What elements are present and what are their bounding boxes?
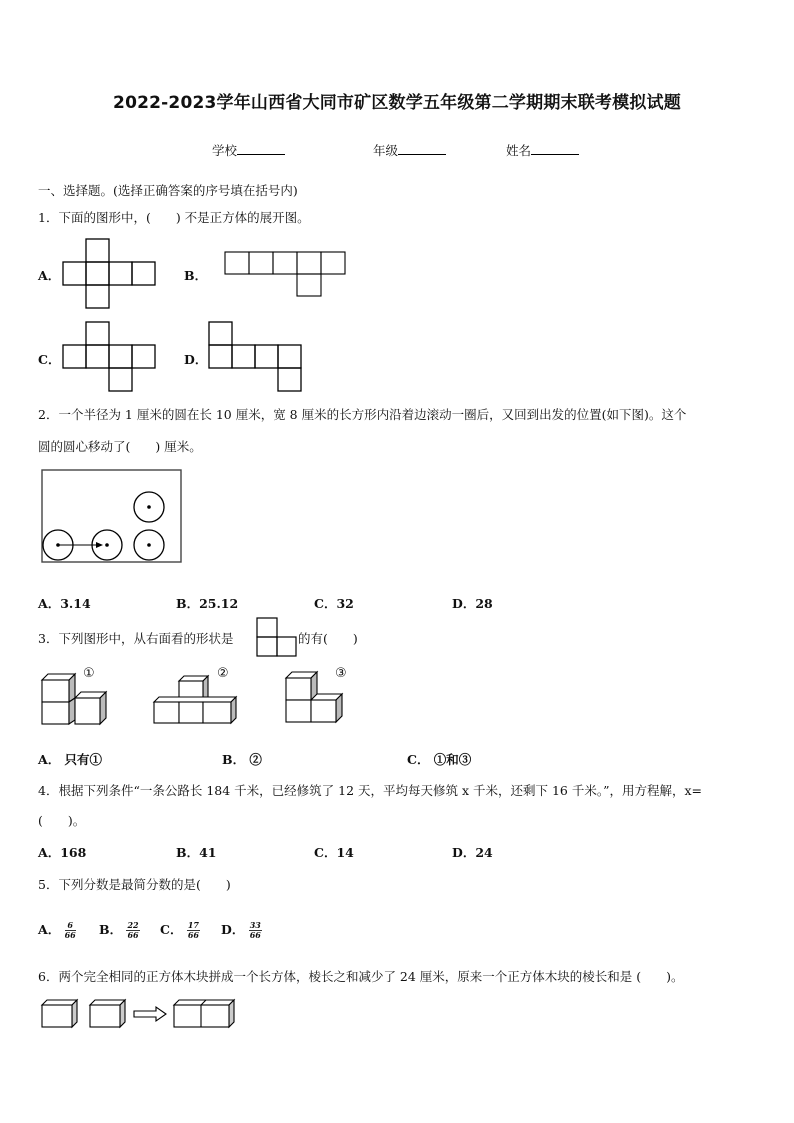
q1-label-a: A． bbox=[38, 268, 61, 283]
q5-fraction-c: $\frac{17}{66}$ bbox=[187, 920, 199, 940]
q1-label-c: C． bbox=[38, 352, 61, 367]
q1-label-b: B． bbox=[184, 268, 208, 283]
q3-figure-1[interactable] bbox=[40, 670, 110, 728]
section-heading: 一、选择题。(选择正确答案的序号填在括号内) bbox=[38, 183, 298, 198]
name-label: 姓名 bbox=[506, 143, 532, 158]
q2-rolling-circle-diagram bbox=[41, 469, 183, 565]
q5-option-b[interactable] bbox=[99, 920, 140, 940]
q1-stem: 1．下面的图形中，( ) 不是正方体的展开图。 bbox=[38, 210, 310, 225]
q5-label-d: D． bbox=[221, 922, 245, 937]
q3-mark-2: ② bbox=[217, 666, 229, 681]
q2-stem-line1: 2．一个半径为 1 厘米的圆在长 10 厘米，宽 8 厘米的长方形内沿着边滚动一圈后，又回到出发的位置(如下图)。这个 bbox=[38, 407, 687, 422]
q5-fraction-b: $\frac{22}{66}$ bbox=[127, 920, 139, 940]
q6-cubes-diagram bbox=[40, 998, 240, 1032]
grade-field[interactable] bbox=[373, 141, 446, 159]
grade-blank[interactable] bbox=[398, 142, 446, 155]
q4-option-b[interactable]: B．41 bbox=[176, 845, 217, 860]
q5-stem: 5．下列分数是最简分数的是( ) bbox=[38, 877, 231, 892]
school-field[interactable] bbox=[212, 141, 285, 159]
q1-net-d[interactable] bbox=[208, 321, 304, 393]
q3-mark-3: ③ bbox=[335, 666, 347, 681]
q5-label-a: A． bbox=[38, 922, 61, 937]
q4-stem-line1: 4．根据下列条件“一条公路长 184 千米，已经修筑了 12 天，平均每天修筑 x 千米，还剩下 16 千米。”，用方程解，x= bbox=[38, 783, 703, 798]
q5-option-c[interactable] bbox=[160, 920, 200, 940]
q2-option-c[interactable]: C．32 bbox=[314, 596, 354, 611]
q1-net-c[interactable] bbox=[62, 321, 158, 393]
name-blank[interactable] bbox=[531, 142, 579, 155]
name-field[interactable] bbox=[506, 141, 579, 159]
q5-label-c: C． bbox=[160, 922, 183, 937]
q5-option-a[interactable] bbox=[38, 920, 76, 940]
school-label: 学校 bbox=[212, 143, 238, 158]
q3-option-a[interactable]: A． 只有① bbox=[38, 752, 103, 767]
q2-stem-line2: 圆的圆心移动了( ) 厘米。 bbox=[38, 439, 202, 454]
q4-stem-line2: ( )。 bbox=[38, 813, 86, 828]
q3-stem-part1: 3．下列图形中，从右面看的形状是 bbox=[38, 631, 234, 646]
q1-label-d: D． bbox=[184, 352, 208, 367]
grade-label: 年级 bbox=[373, 143, 399, 158]
school-blank[interactable] bbox=[237, 142, 285, 155]
q3-stem-part2: 的有( ) bbox=[298, 631, 358, 646]
q4-option-a[interactable]: A．168 bbox=[38, 845, 87, 860]
q3-right-view-shape bbox=[256, 617, 298, 659]
q3-option-c[interactable]: C． ①和③ bbox=[407, 752, 472, 767]
q3-figure-2[interactable] bbox=[152, 674, 244, 726]
q5-label-b: B． bbox=[99, 922, 123, 937]
q5-fraction-a: $\frac{6}{66}$ bbox=[64, 920, 76, 940]
q1-net-a[interactable] bbox=[62, 238, 158, 310]
q3-mark-1: ① bbox=[83, 666, 95, 681]
q6-stem: 6．两个完全相同的正方体木块拼成一个长方体，棱长之和减少了 24 厘米，原来一个正方体木块的棱长和是 ( )。 bbox=[38, 969, 684, 984]
q2-option-b[interactable]: B．25.12 bbox=[176, 596, 239, 611]
q5-option-d[interactable] bbox=[221, 920, 262, 940]
q4-option-d[interactable]: D．24 bbox=[452, 845, 493, 860]
q3-option-b[interactable]: B． ② bbox=[222, 752, 262, 767]
q4-option-c[interactable]: C．14 bbox=[314, 845, 354, 860]
page-title: 2022-2023学年山西省大同市矿区数学五年级第二学期期末联考模拟试题 bbox=[113, 93, 681, 113]
q1-net-b[interactable] bbox=[224, 251, 348, 299]
q2-option-d[interactable]: D．28 bbox=[452, 596, 493, 611]
q5-fraction-d: $\frac{33}{66}$ bbox=[249, 920, 261, 940]
q2-option-a[interactable]: A．3.14 bbox=[38, 596, 91, 611]
